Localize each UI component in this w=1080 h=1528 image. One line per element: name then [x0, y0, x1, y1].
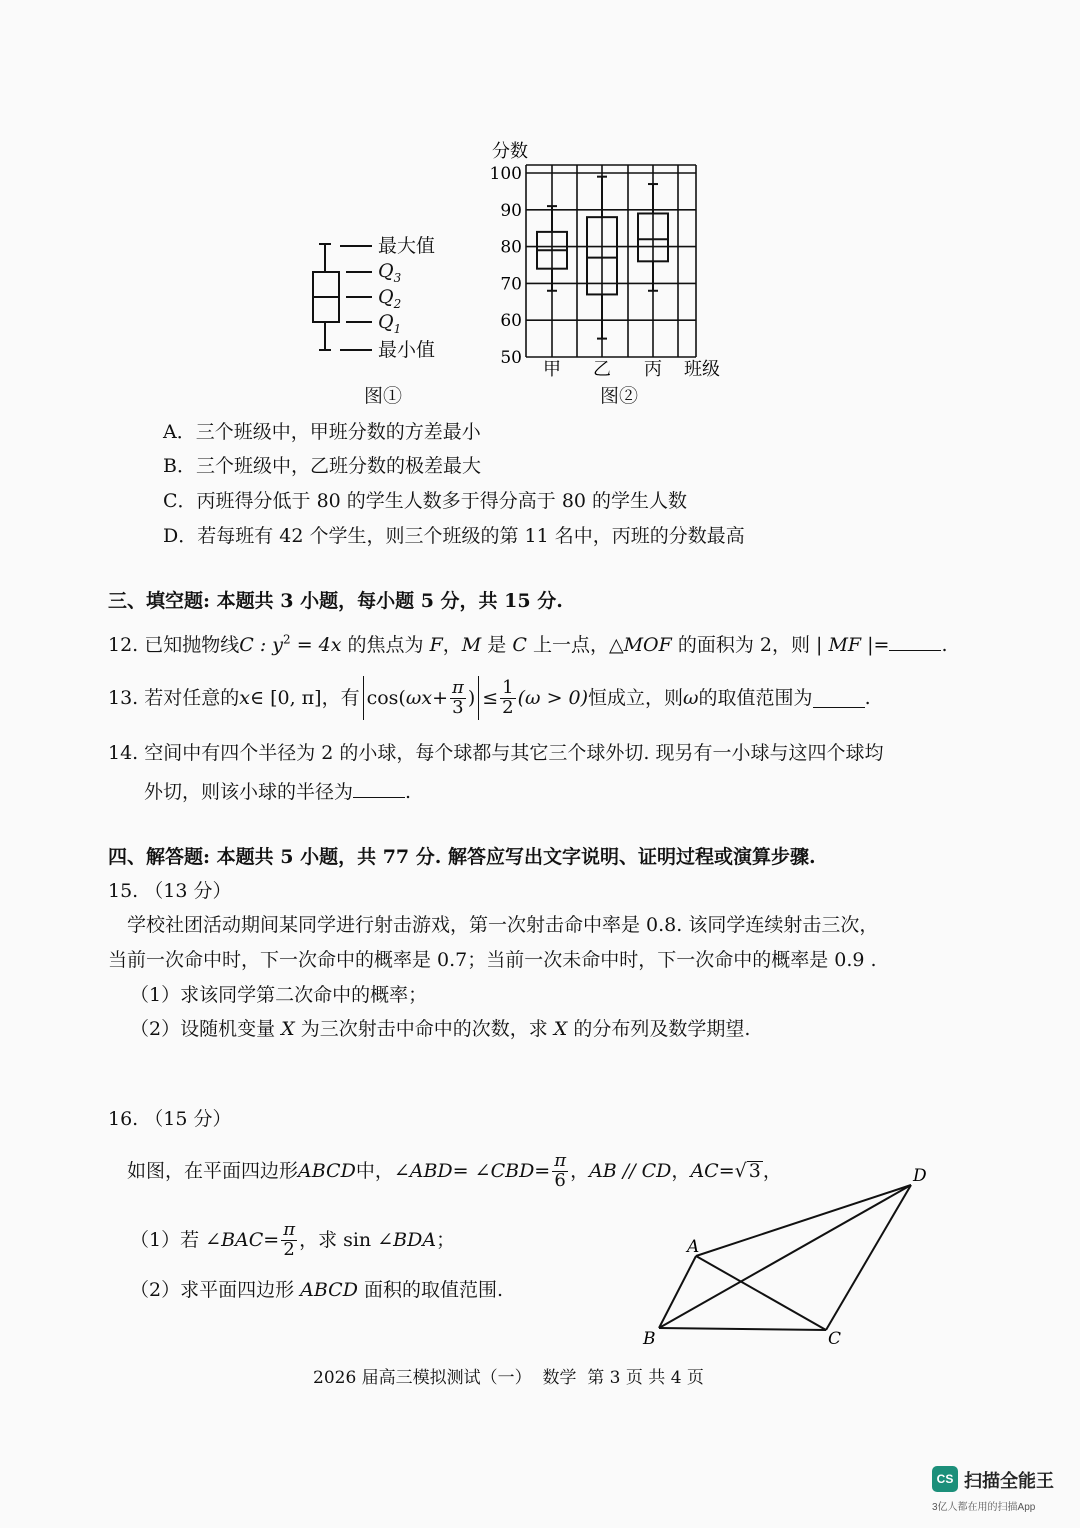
legend-max-label: 最大值 [378, 235, 436, 257]
diagonal-ac [696, 1256, 826, 1330]
legend-min-label: 最小值 [378, 339, 436, 361]
question-16-head: 16. （15 分） [108, 1108, 232, 1130]
y-axis-label: 分数 [492, 141, 528, 162]
y-tick-label-100: 100 [489, 164, 522, 184]
answer-blank-13 [813, 689, 865, 708]
x-tick-label-1: 甲 [543, 359, 561, 380]
question-15-line-1: 学校社团活动期间某同学进行射击游戏，第一次射击命中率是 0.8. 该同学连续射击三次， [127, 914, 879, 936]
option-a: A．三个班级中，甲班分数的方差最小 [163, 421, 481, 443]
y-tick-label-60: 60 [500, 311, 522, 332]
scanner-app-name: 扫描全能王 [964, 1471, 1054, 1491]
vertex-a-label: A [687, 1237, 700, 1257]
x-axis-label: 班级 [684, 359, 720, 380]
figure-2-caption: 图② [600, 385, 639, 407]
question-16-stem: 如图，在平面四边形 ABCD 中，∠ ABD = ∠ CBD = $\frac{\pi}{6}$ ， AB // CD ， AC = √ 3 ， [127, 1149, 782, 1191]
x-tick-label-3: 丙 [644, 359, 662, 380]
figure-1-caption: 图① [364, 385, 403, 407]
option-b: B．三个班级中，乙班分数的极差最大 [163, 455, 481, 477]
y-tick-label-50: 50 [500, 348, 522, 368]
question-15-head: 15. （13 分） [108, 880, 232, 902]
section-4-heading: 四、解答题: 本题共 5 小题，共 77 分. 解答应写出文字说明、证明过程或演算步骤. [108, 846, 816, 868]
question-15-line-2: 当前一次命中时，下一次命中的概率是 0.7；当前一次未命中时，下一次命中的概率是 0.9 . [108, 949, 877, 971]
question-16-sub-1: （1）若 ∠ BAC = $\frac{\pi}{2}$ ，求 sin ∠ BDA ； [130, 1218, 456, 1260]
vertex-b-label: B [643, 1329, 656, 1349]
page-footer: 2026 届高三模拟测试（一） 数学 第 3 页 共 4 页 [313, 1368, 704, 1388]
segment-cd [826, 1185, 911, 1330]
question-12: 12. 已知抛物线C : $y^2 = 4x$ 的焦点为 F，M 是 C 上一点，△MOF 的面积为 2，则 | MF |= . [108, 632, 948, 656]
section-3-heading: 三、填空题: 本题共 3 小题，每小题 5 分，共 15 分. [108, 590, 563, 612]
x-tick-label-2: 乙 [593, 359, 611, 380]
y-tick-label-90: 90 [500, 200, 522, 221]
legend-q3-label: $Q_3$ [378, 260, 402, 285]
y-tick-label-70: 70 [500, 274, 522, 295]
legend-q2-label: $Q_2$ [378, 286, 402, 311]
quadrilateral-figure [635, 1158, 935, 1353]
question-14-line-1: 14. 空间中有四个半径为 2 的小球，每个球都与其它三个球外切. 现另有一小球与这四个球均 [108, 742, 884, 764]
y-tick-label-80: 80 [500, 237, 522, 258]
vertex-d-label: D [913, 1166, 927, 1186]
answer-blank-14 [353, 779, 405, 798]
question-16-sub-2: （2）求平面四边形 ABCD 面积的取值范围. [130, 1279, 504, 1301]
question-15-sub-2: （2）设随机变量 X 为三次射击中命中的次数，求 X 的分布列及数学期望. [130, 1018, 751, 1040]
vertex-c-label: C [828, 1329, 842, 1349]
answer-blank-12 [889, 632, 941, 651]
figure-2-boxplot-chart [480, 135, 740, 385]
question-15-sub-1: （1）求该同学第二次命中的概率； [130, 984, 428, 1006]
scanner-tagline: 3亿人都在用的扫描App [932, 1502, 1036, 1513]
option-d: D．若每班有 42 个学生，则三个班级的第 11 名中，丙班的分数最高 [163, 525, 745, 547]
scanner-logo-icon: CS [932, 1466, 958, 1492]
segment-bc [659, 1328, 826, 1330]
question-13: 13. 若对任意的 x ∈ [0, π]，有 cos( ωx + $\frac{\pi}{3}$ ) ≤ $\frac{1}{2}$ (ω > 0) 恒成立，则 ω 的取值范围为 . [108, 673, 871, 723]
option-c: C．丙班得分低于 80 的学生人数多于得分高于 80 的学生人数 [163, 490, 688, 512]
question-14-line-2: 外切，则该小球的半径为 . [144, 781, 412, 803]
legend-q1-label: $Q_1$ [378, 311, 402, 336]
